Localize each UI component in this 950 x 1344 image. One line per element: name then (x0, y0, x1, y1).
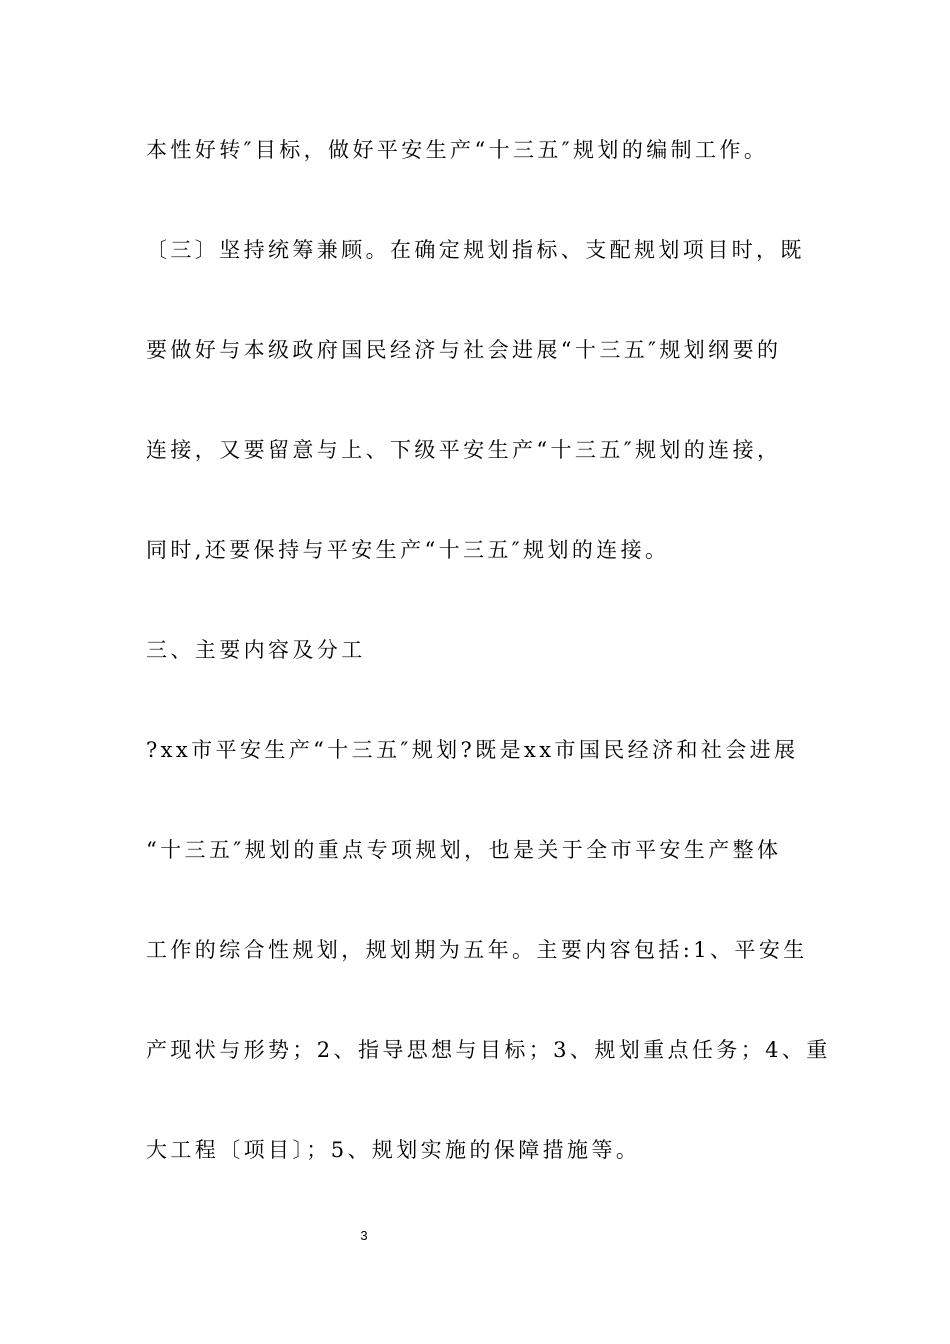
text-line: 同时,还要保持与平安生产“十三五″规划的连接。 (146, 538, 670, 562)
section-heading: 三、主要内容及分工 (146, 638, 366, 662)
text-line: 〔三〕坚持统筹兼顾。在确定规划指标、支配规划项目时，既 (146, 238, 805, 262)
text-line: ?xx市平安生产“十三五″规划?既是xx市国民经济和社会进展 (146, 738, 799, 762)
text-line: 要做好与本级政府国民经济与社会进展“十三五″规划纲要的 (146, 338, 782, 362)
text-line: “十三五″规划的重点专项规划，也是关于全市平安生产整体 (146, 838, 782, 862)
page-number: 3 (360, 1228, 368, 1243)
text-line: 连接，又要留意与上、下级平安生产“十三五″规划的连接， (146, 438, 782, 462)
text-line: 工作的综合性规划，规划期为五年。主要内容包括:1、平安生 (146, 938, 808, 962)
text-line: 本性好转″目标，做好平安生产“十三五″规划的编制工作。 (146, 138, 769, 162)
text-line: 产现状与形势；2、指导思想与目标；3、规划重点任务；4、重 (146, 1038, 831, 1062)
text-line: 大工程〔项目〕；5、规划实施的保障措施等。 (146, 1138, 641, 1162)
